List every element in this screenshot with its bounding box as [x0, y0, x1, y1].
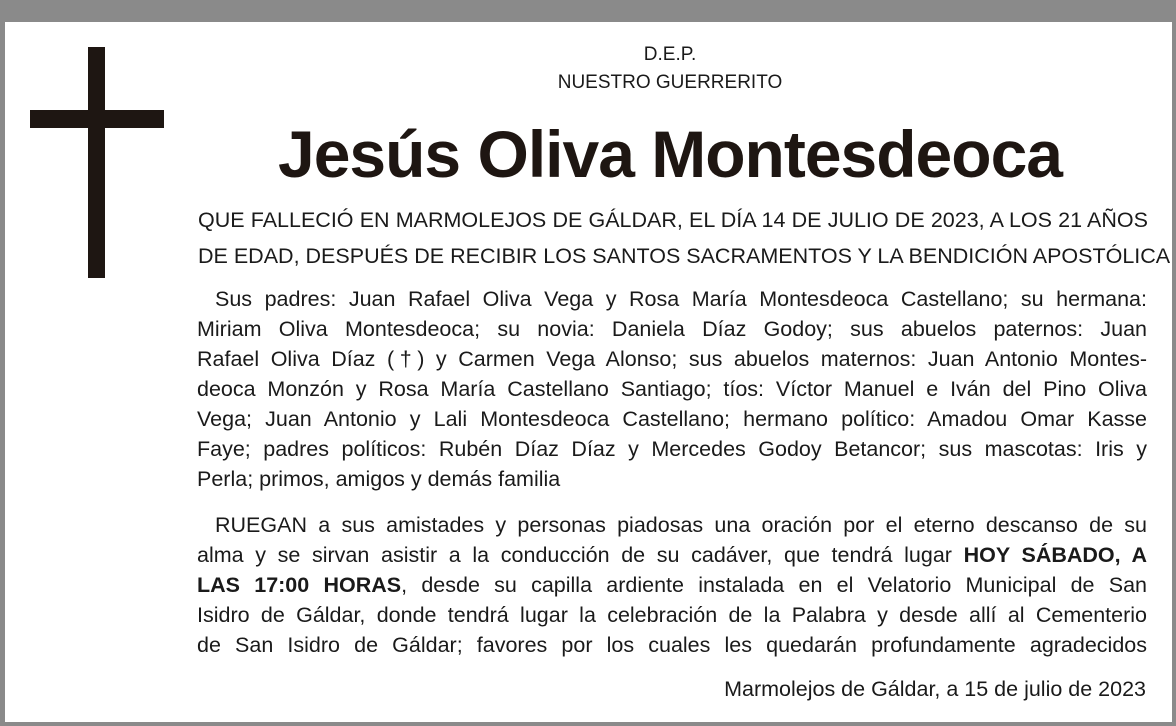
request-text: , desde su capilla ardiente instalada en el Velatorio Municipal de San: [401, 573, 1147, 597]
family-line: Rafael Oliva Díaz (†) y Carmen Vega Alonso; sus abuelos maternos: Juan Antonio Montes-: [197, 347, 1147, 371]
request-line: RUEGAN a sus amistades y personas piadosas una oración por el eterno descanso de su: [215, 513, 1147, 537]
cross-horizontal-bar: [30, 110, 164, 128]
right-border: [1172, 0, 1176, 726]
top-border: [0, 0, 1176, 22]
subtitle-heading: NUESTRO GUERRERITO: [557, 72, 783, 93]
request-time-bold: HOY SÁBADO, A: [963, 543, 1147, 567]
cross-vertical-bar: [88, 47, 105, 278]
family-line: Sus padres: Juan Rafael Oliva Vega y Rosa María Montesdeoca Castellano; su hermana:: [215, 287, 1147, 311]
request-text: alma y se sirvan asistir a la conducción de su cadáver, que tendrá lugar: [197, 543, 964, 567]
announcement-line: DE EDAD, DESPUÉS DE RECIBIR LOS SANTOS SACRAMENTOS Y LA BENDICIÓN APOSTÓLICA: [198, 244, 1171, 268]
family-line: Miriam Oliva Montesdeoca; su novia: Daniela Díaz Godoy; sus abuelos paternos: Juan: [197, 317, 1147, 341]
deceased-name: Jesús Oliva Montesdeoca: [278, 117, 1062, 191]
family-line: deoca Monzón y Rosa María Castellano Santiago; tíos: Víctor Manuel e Iván del Pino Oliva: [197, 377, 1147, 401]
family-line: Vega; Juan Antonio y Lali Montesdeoca Castellano; hermano político: Amadou Omar Kasse: [197, 407, 1147, 431]
dep-heading: D.E.P.: [643, 44, 697, 65]
request-line: [197, 541, 1147, 569]
family-line: Faye; padres políticos: Rubén Díaz Díaz y Mercedes Godoy Betancor; sus mascotas: Iris y: [197, 437, 1147, 461]
request-line: de San Isidro de Gáldar; favores por los cuales les quedarán profundamente agradecidos: [197, 633, 1147, 657]
bottom-border: [0, 722, 1176, 726]
announcement-line: QUE FALLECIÓ EN MARMOLEJOS DE GÁLDAR, EL DÍA 14 DE JULIO DE 2023, A LOS 21 AÑOS: [198, 208, 1148, 232]
request-line: [197, 571, 1147, 599]
family-line: Perla; primos, amigos y demás familia: [197, 467, 561, 491]
left-border: [0, 0, 5, 726]
request-time-bold: LAS 17:00 HORAS: [197, 573, 402, 597]
place-date-footer: Marmolejos de Gáldar, a 15 de julio de 2023: [724, 677, 1146, 701]
request-line: Isidro de Gáldar, donde tendrá lugar la celebración de la Palabra y desde allí al Cementerio: [197, 603, 1147, 627]
